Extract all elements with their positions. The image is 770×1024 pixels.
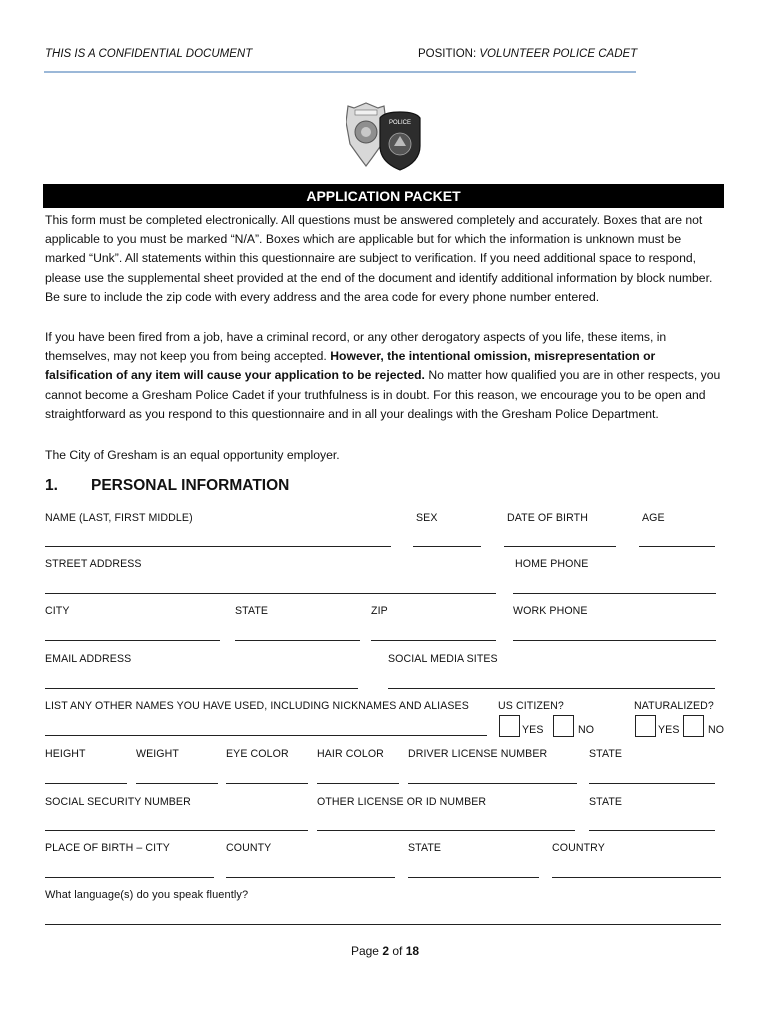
height-label: HEIGHT [45, 748, 86, 760]
birth-state-field[interactable] [408, 877, 539, 878]
name-field[interactable] [45, 546, 391, 547]
dob-label: DATE OF BIRTH [507, 512, 588, 524]
weight-field[interactable] [136, 783, 218, 784]
page-number: 2 [382, 944, 389, 958]
naturalized-yes-label: YES [658, 724, 680, 736]
street-label: STREET ADDRESS [45, 558, 142, 570]
position-label: POSITION: [418, 48, 477, 60]
intro-paragraph-1: This form must be completed electronically. All questions must be answered completely and accurately. Boxes that are not applicable to you must be marked “N/A”. Boxes which are applicable but for which the information is unknown must be marked “Unk”. All statements within this questionnaire are subject to verification. If you need additional space to respond, please use the supplemental sheet provided at the end of the document and identify additional information by block number. Be sure to include the zip code with every address and the area code for every phone number entered. [45, 213, 713, 304]
other-license-field[interactable] [317, 830, 575, 831]
application-packet-title: APPLICATION PACKET [43, 184, 724, 208]
name-label: NAME (LAST, FIRST MIDDLE) [45, 512, 193, 524]
dl-state-field[interactable] [589, 783, 715, 784]
citizen-no-label: NO [578, 724, 595, 736]
page-word: Page [350, 944, 379, 958]
naturalized-yes-checkbox[interactable] [635, 715, 656, 737]
state-label: STATE [235, 605, 269, 617]
social-media-label: SOCIAL MEDIA SITES [388, 653, 498, 665]
work-phone-label: WORK PHONE [513, 605, 588, 617]
dl-state-label: STATE [589, 748, 623, 760]
police-badges [346, 100, 426, 172]
intro-paragraph-2 [45, 328, 725, 424]
home-phone-label: HOME PHONE [515, 558, 589, 570]
age-field[interactable] [639, 546, 715, 547]
of-word: of [392, 944, 403, 958]
intro-p2-end: No matter how qualified you are in other respects, you cannot become a Gresham Police Cadet if your truthfulness is in doubt. For this reason, we encourage you to be open and straightforward as you respond to this questionnaire and in all your dealings with the Gresham Police Department. [45, 368, 721, 421]
naturalized-label: NATURALIZED? [634, 700, 714, 712]
citizen-yes-label: YES [522, 724, 544, 736]
birth-city-label: PLACE OF BIRTH – CITY [45, 842, 170, 854]
street-field[interactable] [45, 593, 496, 594]
hair-color-label: HAIR COLOR [317, 748, 384, 760]
intro-p2-bold: However, the intentional omission, misrepresentation or falsification of any item will cause your application to be rejected. [45, 349, 656, 383]
zip-field[interactable] [371, 640, 496, 641]
zip-label: ZIP [371, 605, 388, 617]
position-value: VOLUNTEER POLICE CADET [479, 48, 638, 60]
hair-color-field[interactable] [317, 783, 399, 784]
us-citizen-label: US CITIZEN? [498, 700, 564, 712]
languages-label: What language(s) do you speak fluently? [45, 889, 249, 901]
state-field[interactable] [235, 640, 360, 641]
work-phone-field[interactable] [513, 640, 716, 641]
weight-label: WEIGHT [136, 748, 179, 760]
eye-color-field[interactable] [226, 783, 308, 784]
birth-city-field[interactable] [45, 877, 214, 878]
ol-state-field[interactable] [589, 830, 715, 831]
county-field[interactable] [226, 877, 395, 878]
home-phone-field[interactable] [513, 593, 716, 594]
social-media-field[interactable] [388, 688, 715, 689]
intro-p2-start: If you have been fired from a job, have a criminal record, or any other derogatory aspects of you life, these items, in themselves, may not keep you from being accepted. [45, 330, 667, 364]
section-number: 1. [45, 477, 58, 494]
county-label: COUNTY [226, 842, 272, 854]
sex-label: SEX [416, 512, 438, 524]
ol-state-label: STATE [589, 796, 623, 808]
citizen-no-checkbox[interactable] [553, 715, 574, 737]
email-label: EMAIL ADDRESS [45, 653, 132, 665]
position-line [418, 48, 637, 60]
badge-text: POLICE [388, 120, 412, 126]
page-footer [0, 944, 770, 958]
country-field[interactable] [552, 877, 721, 878]
naturalized-no-label: NO [708, 724, 725, 736]
citizen-yes-checkbox[interactable] [499, 715, 520, 737]
age-label: AGE [642, 512, 665, 524]
country-label: COUNTRY [552, 842, 605, 854]
birth-state-label: STATE [408, 842, 442, 854]
ssn-field[interactable] [45, 830, 308, 831]
confidential-notice: THIS IS A CONFIDENTIAL DOCUMENT [45, 48, 253, 60]
other-names-label: LIST ANY OTHER NAMES YOU HAVE USED, INCLUDING NICKNAMES AND ALIASES [45, 700, 469, 712]
height-field[interactable] [45, 783, 127, 784]
equal-opportunity-statement: The City of Gresham is an equal opportunity employer. [45, 448, 340, 462]
city-field[interactable] [45, 640, 220, 641]
dob-field[interactable] [504, 546, 616, 547]
eye-color-label: EYE COLOR [226, 748, 289, 760]
driver-license-field[interactable] [408, 783, 577, 784]
police-patch-icon [380, 112, 420, 170]
email-field[interactable] [45, 688, 358, 689]
ssn-label: SOCIAL SECURITY NUMBER [45, 796, 191, 808]
header-rule [44, 71, 636, 73]
page-total: 18 [405, 944, 420, 958]
other-license-label: OTHER LICENSE OR ID NUMBER [317, 796, 487, 808]
naturalized-no-checkbox[interactable] [683, 715, 704, 737]
other-names-field[interactable] [45, 735, 487, 736]
section-title: PERSONAL INFORMATION [91, 477, 290, 494]
sex-field[interactable] [413, 546, 481, 547]
driver-license-label: DRIVER LICENSE NUMBER [408, 748, 548, 760]
languages-field[interactable] [45, 924, 721, 925]
city-label: CITY [45, 605, 70, 617]
